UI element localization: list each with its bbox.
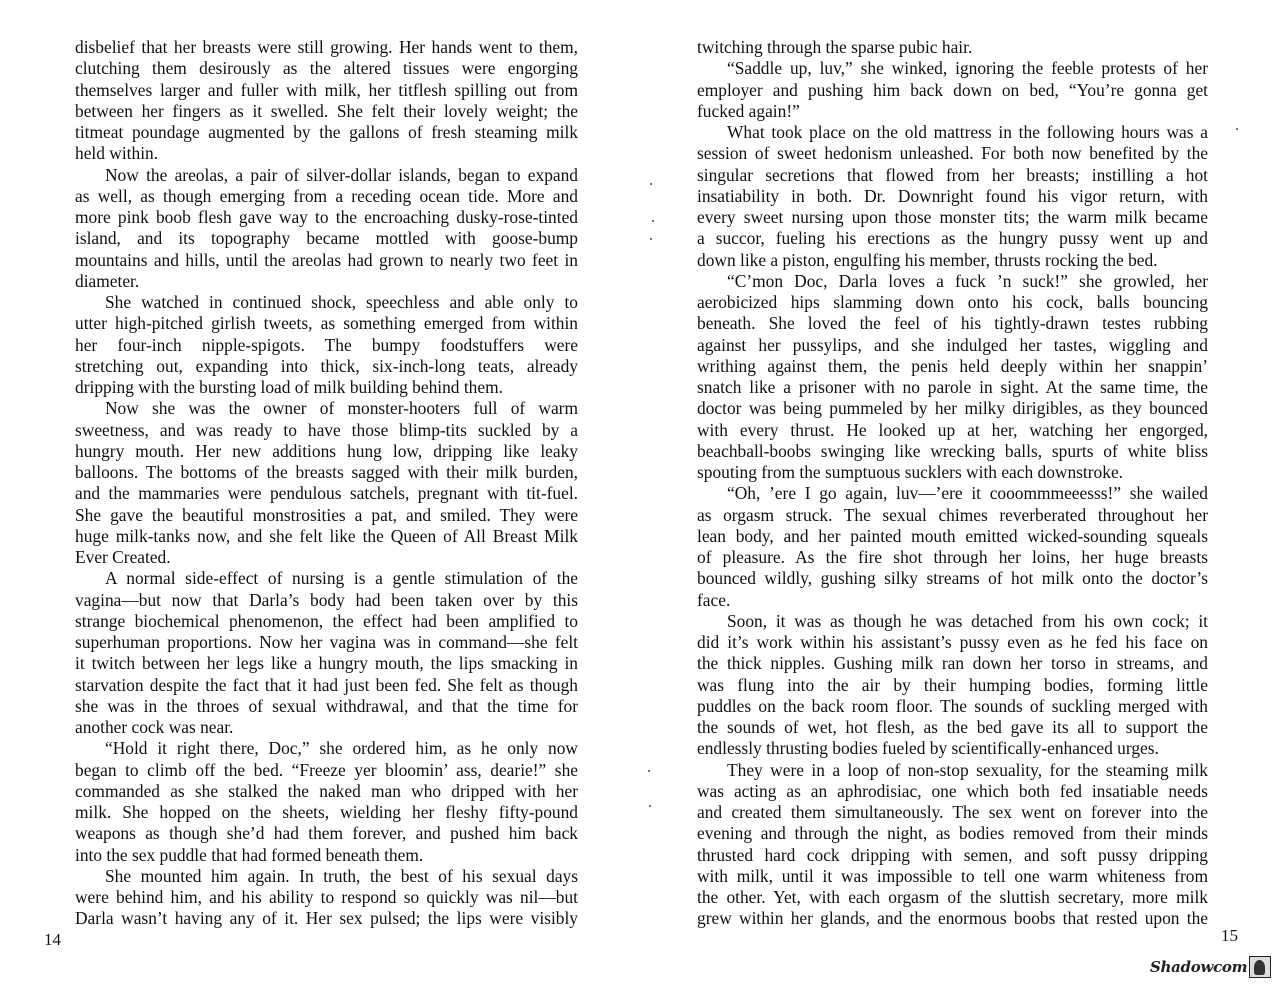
text-line: A normal side-effect of nursing is a gentle stimulation of the xyxy=(105,568,578,589)
text-line: face. xyxy=(697,589,731,610)
paragraph xyxy=(75,37,578,165)
text-line: more pink boob flesh gave way to the encroaching dusky-rose-tinted xyxy=(75,207,578,227)
text-line: against her pussylips, and she indulged her tastes, wiggling and xyxy=(697,334,1208,355)
text-line: beachball-boobs swinging like wrecking balls, spurts of white bliss xyxy=(697,440,1208,461)
text-line: strange biochemical phenomenon, the effect had been amplified to xyxy=(75,610,578,631)
text-line: Now the areolas, a pair of silver-dollar islands, began to expand xyxy=(105,164,578,185)
scan-speck xyxy=(649,805,651,807)
text-line: sweetness, and was ready to have those blimp-tits suckled by a xyxy=(75,419,578,440)
right-page-text xyxy=(697,37,1208,930)
text-line: Soon, it was as though he was detached from his own cock; it xyxy=(727,610,1208,631)
text-line: writhing against them, the penis held deeply within her snappin’ xyxy=(697,355,1208,376)
text-line: and created them simultaneously. The sex went on forever into the xyxy=(697,802,1208,822)
text-line: dripping with the bursting load of milk building behind them. xyxy=(75,377,503,397)
scan-speck xyxy=(650,238,652,240)
text-line: did it’s work within his assistant’s pussy even as he fed his face on xyxy=(697,632,1208,652)
paragraph xyxy=(697,122,1208,271)
text-line: her four-inch nipple-spigots. The bumpy foodstuffers were xyxy=(75,334,578,355)
text-line: aerobicized hips slamming down onto his cock, balls bouncing xyxy=(697,292,1208,312)
paragraph xyxy=(75,398,578,568)
text-line: fucked again!” xyxy=(697,100,800,121)
text-line: weapons as though she’d had them forever, and pushed him back xyxy=(75,823,578,844)
text-line: Darla wasn’t having any of it. Her sex pulsed; the lips were visibly xyxy=(75,908,578,929)
paragraph xyxy=(697,58,1208,122)
text-line: milk. She hopped on the sheets, wielding her fleshy fifty-pound xyxy=(75,802,578,822)
text-line: themselves larger and fuller with milk, her titflesh spilling out from xyxy=(75,79,578,100)
text-line: stretching out, expanding into thick, six-inch-long teats, already xyxy=(75,355,578,376)
paragraph xyxy=(75,866,578,930)
text-line: grew within her glands, and the enormous boobs that rested upon the xyxy=(697,908,1208,929)
text-line: employer and pushing him back down on bed, “You’re gonna get xyxy=(697,79,1208,100)
paragraph xyxy=(75,738,578,866)
text-line: starvation despite the fact that it had just been fed. She felt as though xyxy=(75,674,578,695)
text-line: Ever Created. xyxy=(75,547,171,567)
text-line: held within. xyxy=(75,143,159,164)
text-line: down like a piston, engulfing his member, thrusts rocking the bed. xyxy=(697,249,1158,270)
left-page-text xyxy=(75,37,578,930)
text-line: a succor, fueling his erections as the hungry pussy went up and xyxy=(697,228,1208,249)
text-line: She mounted him again. In truth, the best of his sexual days xyxy=(105,865,578,886)
text-line: she was in the throes of sexual withdrawal, and that the time for xyxy=(75,695,578,716)
text-line: puddles on the back room floor. The sounds of suckling merged with xyxy=(697,695,1208,716)
text-line: were behind him, and his ability to respond so quickly was nil—but xyxy=(75,887,578,907)
text-line: “C’mon Doc, Darla loves a fuck ’n suck!” she growled, her xyxy=(727,270,1208,291)
text-line: twitching through the sparse pubic hair. xyxy=(697,37,973,57)
text-line: began to climb off the bed. “Freeze yer bloomin’ ass, dearie!” she xyxy=(75,759,578,780)
text-line: titmeat poundage augmented by the gallons of fresh steaming milk xyxy=(75,122,578,142)
text-line: She watched in continued shock, speechless and able only to xyxy=(105,292,578,312)
text-line: island, and its topography became mottled with goose-bump xyxy=(75,228,578,249)
text-line: endlessly thrusting bodies fueled by scientifically-enhanced urges. xyxy=(697,738,1159,759)
paragraph xyxy=(697,483,1208,611)
text-line: balloons. The bottoms of the breasts sagged with their milk burden, xyxy=(75,462,578,482)
paragraph xyxy=(697,611,1208,760)
text-line: and the mammaries were pendulous satchels, pregnant with tit-fuel. xyxy=(75,483,578,504)
text-line: She gave the beautiful monstrosities a pat, and smiled. They were xyxy=(75,504,578,525)
text-line: spouting from the sumptuous sucklers with each downstroke. xyxy=(697,462,1124,482)
text-line: evening and through the night, as bodies removed from their minds xyxy=(697,823,1208,844)
text-line: thrusted hard cock dripping with semen, and soft pussy dripping xyxy=(697,844,1208,865)
page-number-right: 15 xyxy=(1221,926,1238,945)
text-line: doctor was being pummeled by her milky dirigibles, as they bounced xyxy=(697,398,1208,419)
text-line: it twitch between her legs like a hungry mouth, the lips smacking in xyxy=(75,653,578,674)
text-line: was acting as an aphrodisiac, one which both fed insatiable needs xyxy=(697,780,1208,801)
text-line: insatiability in both. Dr. Downright found his vigor return, with xyxy=(697,185,1208,206)
text-line: another cock was near. xyxy=(75,717,234,737)
text-line: as well, as though emerging from a receding ocean tide. More and xyxy=(75,185,578,206)
text-line: “Saddle up, luv,” she winked, ignoring the feeble protests of her xyxy=(727,58,1208,79)
text-line: session of sweet hedonism unleashed. For both now benefited by the xyxy=(697,143,1208,164)
scan-speck xyxy=(652,220,654,222)
text-line: They were in a loop of non-stop sexuality, for the steaming milk xyxy=(727,759,1208,780)
text-line: into the sex puddle that had formed beneath them. xyxy=(75,844,424,865)
text-line: the thick nipples. Gushing milk ran down her torso in streams, and xyxy=(697,653,1208,674)
paragraph xyxy=(75,165,578,293)
text-line: commanded as she stalked the naked man who dripped with her xyxy=(75,780,578,801)
text-line: of pleasure. As the fire shot through her loins, her huge breasts xyxy=(697,547,1208,567)
text-line: with milk, until it was impossible to tell one warm whiteness from xyxy=(697,865,1208,886)
scan-speck xyxy=(1236,128,1238,130)
text-line: What took place on the old mattress in the following hours was a xyxy=(727,122,1208,142)
text-line: singular secretions that flowed from her breasts; instilling a hot xyxy=(697,164,1208,185)
text-line: lean body, and her painted mouth emitted wicked-sounding squeals xyxy=(697,525,1208,546)
text-line: every sweet nursing upon those monster tits; the warm milk became xyxy=(697,207,1208,227)
watermark-text: Shadowcom xyxy=(1150,958,1248,976)
text-line: hungry mouth. Her new additions hung low, dripping like leaky xyxy=(75,440,578,461)
text-line: beneath. She loved the feel of his tightly-drawn testes rubbing xyxy=(697,313,1208,334)
paragraph xyxy=(75,568,578,738)
text-line: superhuman proportions. Now her vagina was in command—she felt xyxy=(75,632,578,652)
paragraph xyxy=(75,292,578,398)
paragraph xyxy=(697,37,1208,58)
text-line: utter high-pitched girlish tweets, as something emerged from within xyxy=(75,313,578,334)
scan-speck xyxy=(650,183,652,185)
text-line: Now she was the owner of monster-hooters full of warm xyxy=(105,398,578,419)
paragraph xyxy=(697,760,1208,930)
text-line: “Oh, ’ere I go again, luv—’ere it cooommmeeesss!” she wailed xyxy=(727,483,1208,504)
text-line: vagina—but now that Darla’s body had been taken over by this xyxy=(75,589,578,610)
text-line: the other. Yet, with each orgasm of the sluttish secretary, more milk xyxy=(697,887,1208,907)
page-number-left: 14 xyxy=(44,930,61,949)
text-line: mountains and hills, until the areolas had grown to nearly two feet in xyxy=(75,249,578,270)
text-line: the sounds of wet, hot flesh, as the bed gave its all to support the xyxy=(697,717,1208,737)
text-line: disbelief that her breasts were still growing. Her hands went to them, xyxy=(75,37,578,57)
text-line: clutching them desirously as the altered tissues were engorging xyxy=(75,58,578,79)
text-line: between her fingers as it swelled. She felt their lovely weight; the xyxy=(75,100,578,121)
text-line: snatch like a prisoner with no parole in sight. At the same time, the xyxy=(697,377,1208,397)
text-line: was flung into the air by their humping bodies, forming little xyxy=(697,674,1208,695)
text-line: with every thrust. He looked up at her, watching her engorged, xyxy=(697,419,1208,440)
paragraph xyxy=(697,271,1208,484)
watermark-logo xyxy=(1150,956,1271,978)
text-line: diameter. xyxy=(75,270,140,291)
text-line: huge milk-tanks now, and she felt like the Queen of All Breast Milk xyxy=(75,525,578,546)
text-line: “Hold it right there, Doc,” she ordered him, as he only now xyxy=(105,738,578,759)
text-line: as orgasm struck. The sexual chimes reverberated throughout her xyxy=(697,504,1208,525)
text-line: bounced wildly, gushing silky streams of hot milk onto the doctor’s xyxy=(697,568,1208,589)
scan-speck xyxy=(648,770,650,772)
watermark-portrait-icon xyxy=(1249,956,1271,978)
